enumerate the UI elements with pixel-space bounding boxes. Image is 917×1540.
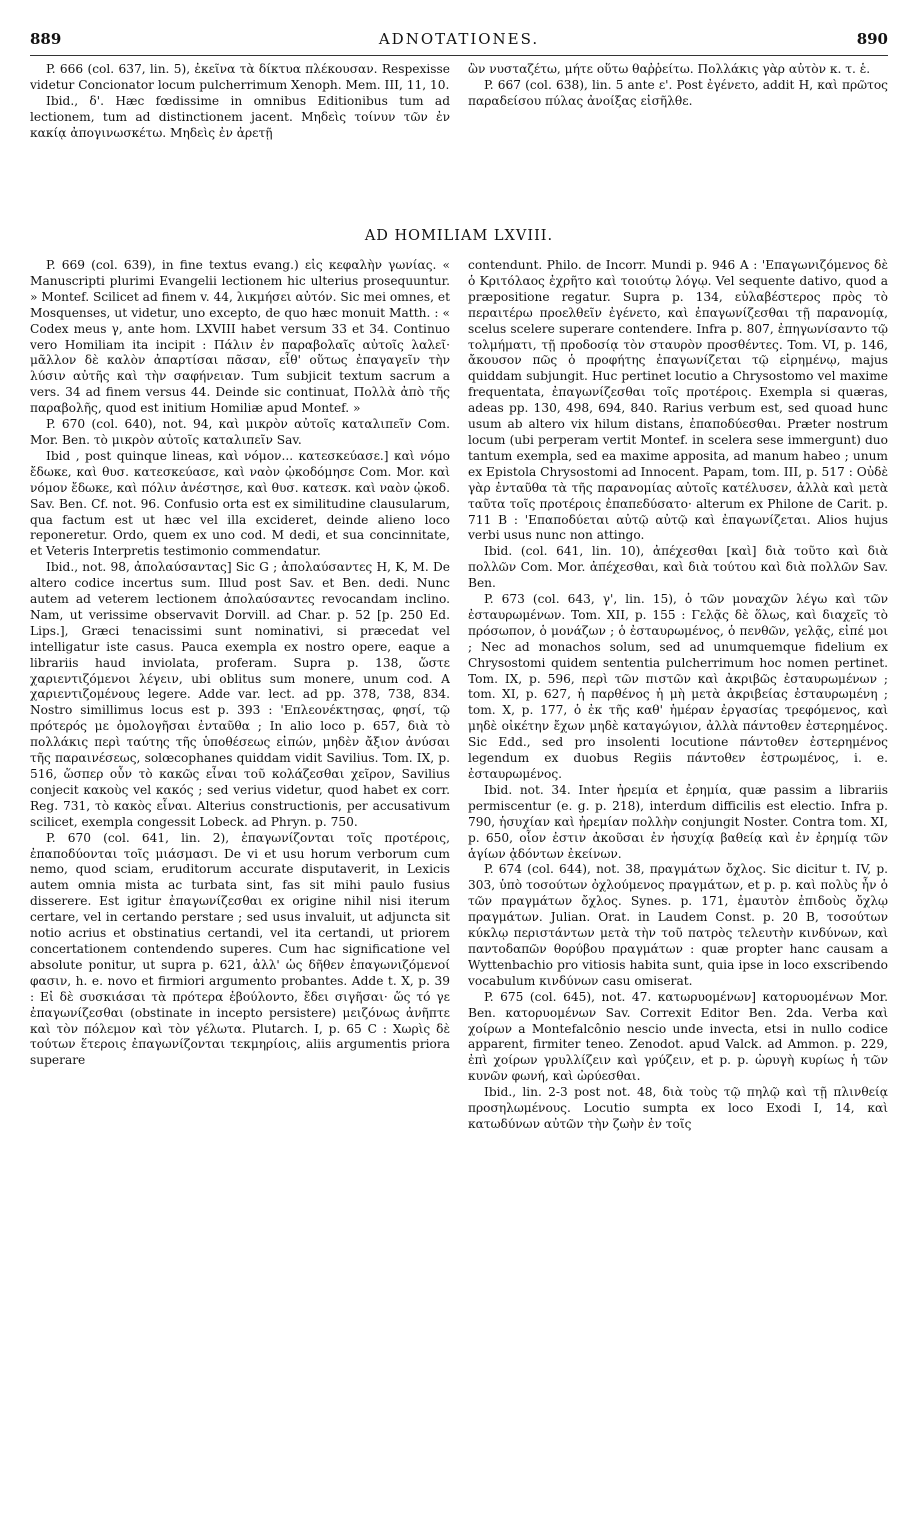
paragraph: Ibid , post quinque lineas, καὶ νόμον... κατεσκεύασε.] καὶ νόμο ἔδωκε, καὶ θυσ. κατεσκεύασε, καὶ ναὸν ᾠκοδόμησε Com. Mor. καὶ νόμον ἔδωκε, καὶ πόλιν ἀνέστησε, καὶ θυσ. κατεσκ. καὶ ναὸν ᾠκοδ. Sav. Ben. Cf. not. 96. Confusio orta est ex similitudine clausularum, qua factum est ut hæc vel illa excideret, deinde alieno loco reponeretur. Ordo, quem ex uno cod. M dedi, et sua concinnitate, et Veteris Interpretis testimonio commendatur. xyxy=(30,448,450,559)
paragraph: P. 669 (col. 639), in fine textus evang.) εἰς κεφαλὴν γωνίας. « Manuscripti plurimi Evangelii lectionem hic ulterius prosequuntur. » Montef. Scilicet ad finem v. 44, λικμήσει αὐτόν. Sic mei omnes, et Mosquenses, ut videtur, uno excepto, de quo hæc monuit Matth. : « Codex meus γ, ante hom. LXVIII habet versum 33 et 34. Continuo vero Homiliam ita incipit : Πάλιν ἐν παραβολαῖς αὐτοῖς λαλεῖ· μᾶλλον δὲ καλὸν ἀπαρτίσαι πᾶσαν, εἶθ' οὕτως ἐπαγαγεῖν τὴν λύσιν αὐτῆς καὶ τὴν σαφήνειαν. Tum subjicit textum sacrum a vers. 34 ad finem versus 44. Deinde sic continuat, Πολλὰ ἀπὸ τῆς παραβολῆς, quod est initium Homiliæ apud Montef. » xyxy=(30,258,450,416)
paragraph: contendunt. Philo. de Incorr. Mundi p. 946 A : 'Επαγωνιζόμενος δὲ ὁ Κριτόλαος ἐχρῆτο καὶ τοιούτῳ λόγῳ. Vel sequente dativo, quod a præpositione regatur. Supra p. 134, εὐλαβέστερος πρὸς τὸ περαιτέρω προελθεῖν ἐγένετο, καὶ ἐπαγωνίζεσθαι τῇ παρανομίᾳ, scelus scelere superare contendere. Infra p. 807, ἐπηγωνίσαντο τῷ τολμήματι, τῇ προδοσίᾳ τὸν σταυρὸν προσθέντες. Tom. VI, p. 146, ἄκουσον πῶς ὁ προφήτης ἐπαγωνίζεται τῷ εἰρημένῳ, majus quiddam subjungit. Huc pertinet locutio a Chrysostomo vel maxime frequentata, ἐπαγωνίζεσθαι τοῖς προτέροις. Exempla si quæras, adeas pp. 130, 498, 694, 840. Rarius verbum est, sed quoad hunc usum ab altero vix hilum distans, ἐπαποδύεσθαι. Præter nostrum locum (ubi perperam vertit Montef. in scelera sese immergunt) duo tantum exempla, sed ea maxime apposita, ad manum habeo ; unum ex Epistola Chrysostomi ad Innocent. Papam, tom. III, p. 517 : Οὐδὲ γὰρ ἐνταῦθα τὰ τῆς παρανομίας αὐτοῖς κατέλυσεν, ἀλλὰ καὶ μετὰ ταῦτα τοῖς προτέροις ἐπαπεδύσατο· alterum ex Philone de Carit. p. 711 B : 'Επαποδύεται αὐτῷ αὐτῷ καὶ ἐπαγωνίζεται. Alios hujus verbi usus nunc non attingo. xyxy=(468,258,888,543)
main-right-column xyxy=(468,258,888,1530)
paragraph: P. 674 (col. 644), not. 38, πραγμάτων ὄχλος. Sic dicitur t. IV, p. 303, ὑπὸ τοσούτων ὀχλούμενος πραγμάτων, et p. p. καὶ πολὺς ἦν ὁ τῶν πραγμάτων ὄχλος. Synes. p. 171, ἐμαυτὸν ἐπιδοὺς ὄχλῳ πραγμάτων. Julian. Orat. in Laudem Const. p. 20 B, τοσούτων κύκλῳ περιστάντων μετὰ τὴν τοῦ πατρὸς τελευτὴν κινδύνων, καὶ παντοδαπῶν θορύβου πραγμάτων : quæ propter hanc causam a Wyttenbachio pro vitiosis habita sunt, quia ipse in loco exscribendo vocabulum κινδύνων casu omiserat. xyxy=(468,862,888,988)
paragraph: Ibid. not. 34. Inter ἠρεμία et ἐρημία, quæ passim a librariis permiscentur (e. g. p. 218), interdum difficilis est electio. Infra p. 790, ἡσυχίαν καὶ ἠρεμίαν πολλὴν conjungit Noster. Contra tom. XI, p. 650, οἷον ἐστιν ἀκοῦσαι ἐν ἡσυχίᾳ βαθείᾳ καὶ ἐν ἐρημίᾳ τῶν ἁγίων ᾀδόντων ἐκείνων. xyxy=(468,782,888,861)
paragraph: ὢν νυσταζέτω, μήτε οὕτω θαῤῥείτω. Πολλάκις γὰρ αὐτὸν κ. τ. ἑ. xyxy=(468,62,871,76)
paragraph: P. 673 (col. 643, γ', lin. 15), ὁ τῶν μοναχῶν λέγω καὶ τῶν ἐσταυρωμένων. Tom. XII, p. 155 : Γελᾷς δὲ ὅλως, καὶ διαχεῖς τὸ πρόσωπον, ὁ μονάζων ; ὁ ἐσταυρωμένος, ὁ πενθῶν, γελᾷς, εἰπέ μοι ; Nec ad monachos solum, sed ad unumquemque fidelium ex Chrysostomi quidem sententia pulcherrimum hoc nomen pertinet. Tom. IX, p. 596, περὶ τῶν πιστῶν καὶ ἀκριβῶς ἐσταυρωμένων ; tom. XI, p. 627, ἡ παρθένος ἡ μὴ μετὰ ἀκριβείας ἐσταυρωμένη ; tom. X, p. 177, ὁ ἐκ τῆς καθ' ἡμέραν ἐργασίας τρεφόμενος, καὶ μηδὲ οἰκέτην ἔχων μηδὲ καταγώγιον, ἀλλὰ πάντοθεν ἐστερημένος. Sic Edd., sed pro insolenti locutione πάντοθεν ἐστερημένος legendum ex duobus Regiis πάντοθεν ἐστρωμένος, i. e. ἐσταυρωμένος. xyxy=(468,592,888,781)
paragraph: P. 675 (col. 645), not. 47. κατωρυομένων] κατορυομένων Mor. Ben. κατορυομένων Sav. Correxit Editor Ben. 2da. Verba καὶ χοίρων a Montefalcônio nescio unde invecta, etsi in nullo codice apparent, firmiter teneo. Zenodot. apud Valck. ad Ammon. p. 229, ἐπὶ χοίρων γρυλλίζειν καὶ γρύζειν, et p. p. ὠρυγὴ κυρίως ἡ τῶν κυνῶν φωνή, καὶ ὠρύεσθαι. xyxy=(468,989,888,1084)
paragraph: P. 666 (col. 637, lin. 5), ἐκεῖνα τὰ δίκτυα πλέκουσαν. Respexisse videtur Concionator locum pulcherrimum Xenoph. Mem. III, 11, 10. xyxy=(30,62,450,92)
page-header xyxy=(30,30,888,54)
paragraph: P. 667 (col. 638), lin. 5 ante ε'. Post ἐγένετο, addit H, καὶ πρῶτος παραδείσου πύλας ἀνοίξας εἰσῆλθε. xyxy=(468,77,888,108)
left-page-number: 889 xyxy=(30,30,62,48)
paragraph: Ibid., not. 98, ἀπολαύσαντας] Sic G ; ἀπολαύσαντες H, K, M. De altero codice incertus sum. Illud post Sav. et Ben. dedi. Nunc autem ad veterem lectionem ἀπολαύσαντες revocandam inclino. Nam, ut verissime observavit Dorvill. ad Char. p. 52 [p. 250 Ed. Lips.], Græci tenacissimi sunt nominativi, si præcedat vel intelligatur iste casus. Pauca exempla ex nostro opere, eaque a librariis haud inviolata, proferam. Supra p. 138, ὥστε χαριεντιζόμενοι λέγειν, ubi oblitus sum monere, unum cod. A χαριεντιζομένους legere. Adde var. lect. ad pp. 378, 738, 834. Nostro simillimus locus est p. 393 : 'Επλεονέκτησας, φησί, τῷ πρότερός με ὁμολογῆσαι ἐνταῦθα ; In alio loco p. 657, διὰ τὸ πολλάκις περὶ ταύτης τῆς ὑποθέσεως εἰπών, μηδὲν ἄξιον ἀνύσαι τῆς παραινέσεως, solœcophanes quiddam vidit Savilius. Tom. IX, p. 516, ὥσπερ οὖν τὸ κακῶς εἶναι τοῦ κολάζεσθαι χεῖρον, Savilius conjecit κακοὺς vel κακός ; sed verius videtur, quod habet ex corr. Reg. 731, τὸ κακὸς εἶναι. Alterius constructionis, per accusativum scilicet, exempla congessit Lobeck. ad Phryn. p. 750. xyxy=(30,560,450,829)
top-right-column xyxy=(468,62,888,197)
paragraph: Ibid., δ'. Hæc fœdissime in omnibus Editionibus tum ad lectionem, tum ad distinctionem jacent. Μηδεὶς τοίνυν τῶν ἐν κακίᾳ ἀπογινωσκέτω. Μηδεὶς ἐν ἀρετῇ xyxy=(30,93,450,140)
right-page-number: 890 xyxy=(856,30,888,48)
paragraph: Ibid. (col. 641, lin. 10), ἀπέχεσθαι [καὶ] διὰ τοῦτο καὶ διὰ πολλῶν Com. Mor. ἀπέχεσθαι, καὶ διὰ τούτου καὶ διὰ πολλῶν Sav. Ben. xyxy=(468,544,888,591)
main-left-column xyxy=(30,258,450,1530)
header-rule xyxy=(30,55,888,56)
section-heading: AD HOMILIAM LXVIII. xyxy=(364,228,554,244)
paragraph: P. 670 (col. 641, lin. 2), ἐπαγωνίζονται τοῖς προτέροις, ἐπαποδύονται τοῖς μιάσμασι. De vi et usu horum verborum cum nemo, quod sciam, eruditorum accurate disputaverit, in Lexicis autem omnia mista ac turbata sint, fas sit mihi paulo fusius disserere. Est igitur ἐπαγωνίζεσθαι ex origine nihil nisi iterum certare, vel in certando perstare ; sed usus invaluit, ut adjuncta sit notio acrius et obstinatius certandi, vel ita certandi, ut priorem concertationem contendendo superes. Cum hac significatione vel absolute ponitur, ut supra p. 621, ἀλλ' ὡς δῆθεν ἐπαγωνιζόμενοί φασιν, h. e. novo et firmiori argumento probantes. Adde t. X, p. 39 : Εἰ δὲ συσκιάσαι τὰ πρότερα ἐβούλοντο, ἔδει σιγῆσαι· ὥς τό γε ἐπαγωνίζεσθαι (obstinate in incepto persistere) μειζόνως ἀνῆπτε καὶ τὸν πόλεμον καὶ τὸν γέλωτα. Plutarch. I, p. 65 C : Χωρὶς δὲ τούτων ἕτεροις ἐπαγωνίζονται τεκμηρίοις, aliis argumentis priora superare xyxy=(30,830,450,1068)
top-left-column xyxy=(30,62,450,197)
running-title: ADNOTATIONES. xyxy=(378,30,540,48)
paragraph: Ibid., lin. 2-3 post not. 48, διὰ τοὺς τῷ πηλῷ καὶ τῇ πλινθείᾳ προσηλωμένους. Locutio sumpta ex loco Exodi I, 14, καὶ κατωδύνων αὐτῶν τὴν ζωὴν ἐν τοῖς xyxy=(468,1085,888,1131)
paragraph: P. 670 (col. 640), not. 94, καὶ μικρὸν αὐτοῖς καταλιπεῖν Com. Mor. Ben. τὸ μικρὸν αὐτοῖς καταλιπεῖν Sav. xyxy=(30,417,450,447)
